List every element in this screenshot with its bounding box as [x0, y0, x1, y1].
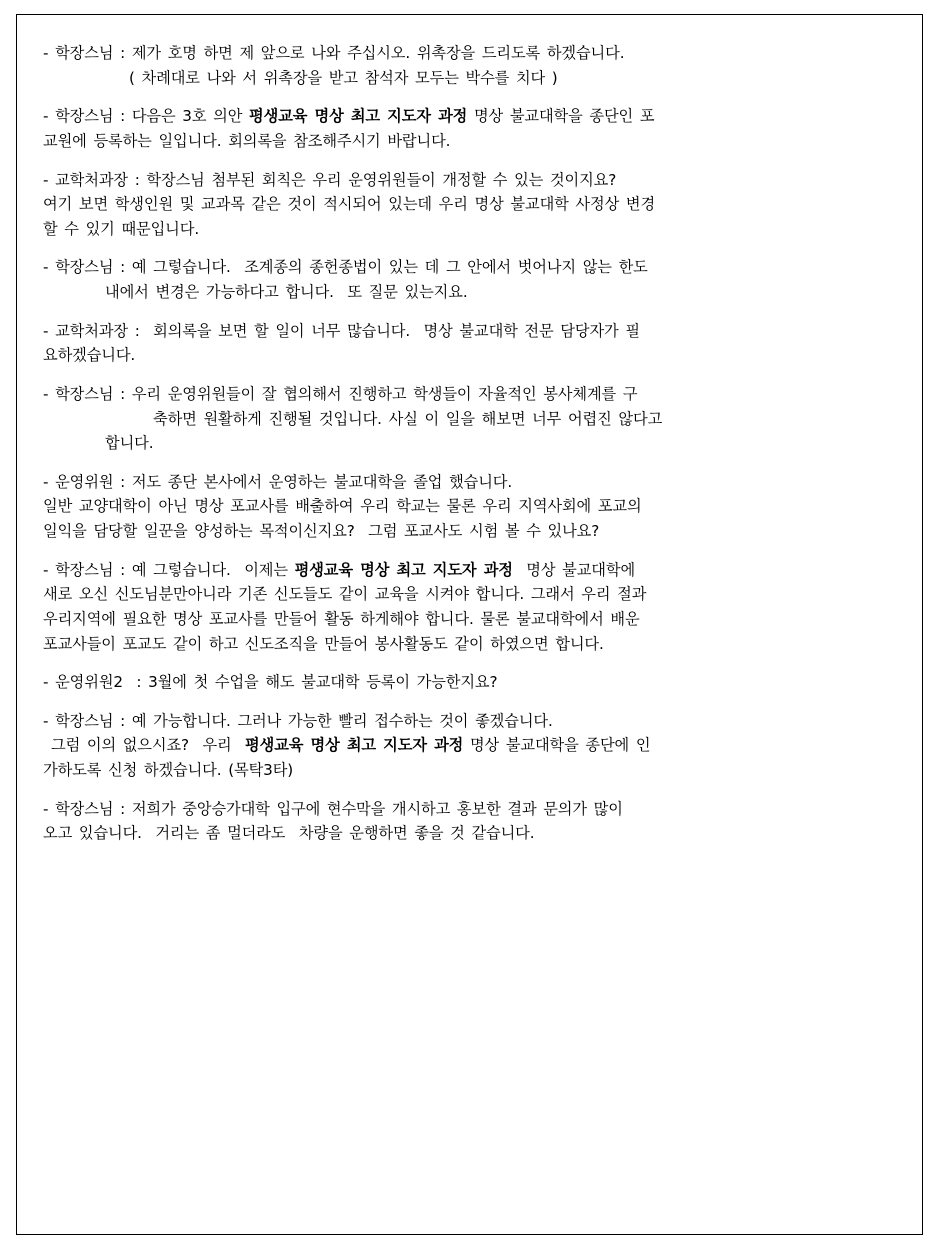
text-line [43, 104, 894, 129]
paragraph [43, 41, 894, 90]
text-run: 명상 불교대학을 종단인 포 [467, 107, 655, 126]
paragraph [43, 319, 894, 368]
text-line [43, 709, 894, 734]
text-line [43, 494, 894, 519]
paragraph [43, 558, 894, 657]
text-run: - 학장스님 : 저희가 중앙승가대학 입구에 현수막을 개시하고 홍보한 결과 문의가 많이 [43, 799, 623, 818]
text-run: 포교사들이 포교도 같이 하고 신도조직을 만들어 봉사활동도 같이 하였으면 합니다. [43, 634, 604, 653]
paragraph [43, 470, 894, 544]
bottom-spacer [43, 846, 894, 902]
text-run: - 교학처과장 : 학장스님 첨부된 회칙은 우리 운영위원들이 개정할 수 있는 것이지요? [43, 170, 617, 189]
text-line [43, 192, 894, 217]
text-run: - 학장스님 : 예 그렇습니다. 조계종의 종헌종법이 있는 데 그 안에서 벗어나지 않는 한도 [43, 258, 648, 277]
text-run: - 학장스님 : 우리 운영위원들이 잘 협의해서 진행하고 학생들이 자율적인 봉사체계를 구 [43, 384, 638, 403]
text-line [43, 519, 894, 544]
text-line [43, 632, 894, 657]
text-line [43, 582, 894, 607]
paragraph [43, 709, 894, 783]
paragraph [43, 168, 894, 242]
text-run: 할 수 있기 때문입니다. [43, 219, 200, 238]
text-run: 우리지역에 필요한 명상 포교사를 만들어 활동 하게해야 합니다. 물론 불교대학에서 배운 [43, 609, 640, 628]
paragraph [43, 255, 894, 304]
text-line [43, 758, 894, 783]
text-run: - 학장스님 : 제가 호명 하면 제 앞으로 나와 주십시오. 위촉장을 드리도록 하겠습니다. [43, 44, 625, 62]
text-line [43, 66, 894, 91]
text-run: 가하도록 신청 하겠습니다. (목탁3타) [43, 761, 294, 779]
text-line [43, 129, 894, 154]
document-border-frame [16, 14, 923, 1235]
emphasized-text: 평생교육 명상 최고 지도자 과정 [245, 736, 464, 755]
text-run: 새로 오신 신도님분만아니라 기존 신도들도 같이 교육을 시켜야 합니다. 그래서 우리 절과 [43, 585, 647, 604]
text-line [43, 821, 894, 846]
text-run: ( 차례대로 나와 서 위촉장을 받고 참석자 모두는 박수를 치다 ) [129, 68, 558, 87]
text-run: 명상 불교대학에 [512, 560, 636, 579]
text-line [43, 670, 894, 695]
text-run: - 학장스님 : 예 그렇습니다. 이제는 [43, 560, 295, 579]
text-run: 합니다. [105, 434, 154, 453]
text-line [43, 217, 894, 242]
text-line [43, 470, 894, 495]
text-run: 축하면 원활하게 진행될 것입니다. 사실 이 일을 해보면 너무 어렵진 않다고 [153, 409, 663, 428]
text-line [43, 797, 894, 822]
text-line [43, 343, 894, 368]
text-run: 일익을 담당할 일꾼을 양성하는 목적이신지요? 그럼 포교사도 시험 볼 수 있나요? [43, 522, 600, 540]
text-run: - 교학처과장 : 회의록을 보면 할 일이 너무 많습니다. 명상 불교대학 전문 담당자가 필 [43, 321, 640, 340]
text-run: - 운영위원 : 저도 종단 본사에서 운영하는 불교대학을 졸업 했습니다. [43, 472, 513, 491]
text-line [43, 382, 894, 407]
emphasized-text: 평생교육 명상 최고 지도자 과정 [294, 560, 513, 579]
text-run: - 운영위원2 : 3월에 첫 수업을 해도 불교대학 등록이 가능한지요? [43, 673, 498, 692]
text-run: 오고 있습니다. 거리는 좀 멀더라도 차량을 운행하면 좋을 것 같습니다. [43, 824, 535, 843]
text-line [43, 733, 894, 758]
emphasized-text: 평생교육 명상 최고 지도자 과정 [249, 107, 468, 126]
meeting-minutes-body [43, 41, 894, 846]
text-line [43, 255, 894, 280]
text-line [43, 280, 894, 305]
text-run: - 학장스님 : 예 가능합니다. 그러나 가능한 빨리 접수하는 것이 좋겠습니다. [43, 711, 553, 730]
paragraph [43, 670, 894, 695]
text-run: 교원에 등록하는 일입니다. 회의록을 참조해주시기 바랍니다. [43, 131, 451, 150]
text-line [43, 168, 894, 193]
text-run: - 학장스님 : 다음은 3호 의안 [43, 107, 250, 126]
text-run: 내에서 변경은 가능하다고 합니다. 또 질문 있는지요. [105, 283, 468, 301]
text-line [43, 431, 894, 456]
paragraph [43, 104, 894, 153]
text-run: 그럼 이의 없으시죠? 우리 [51, 736, 246, 755]
text-run: 일반 교양대학이 아닌 명상 포교사를 배출하여 우리 학교는 물론 우리 지역사회에 포교의 [43, 497, 642, 516]
text-line [43, 41, 894, 66]
text-line [43, 407, 894, 432]
text-run: 명상 불교대학을 종단에 인 [463, 736, 651, 755]
paragraph [43, 382, 894, 456]
text-line [43, 319, 894, 344]
paragraph [43, 797, 894, 846]
text-run: 여기 보면 학생인원 및 교과목 같은 것이 적시되어 있는데 우리 명상 불교대학 사정상 변경 [43, 195, 656, 214]
text-run: 요하겠습니다. [43, 346, 136, 365]
text-line [43, 607, 894, 632]
text-line [43, 558, 894, 583]
